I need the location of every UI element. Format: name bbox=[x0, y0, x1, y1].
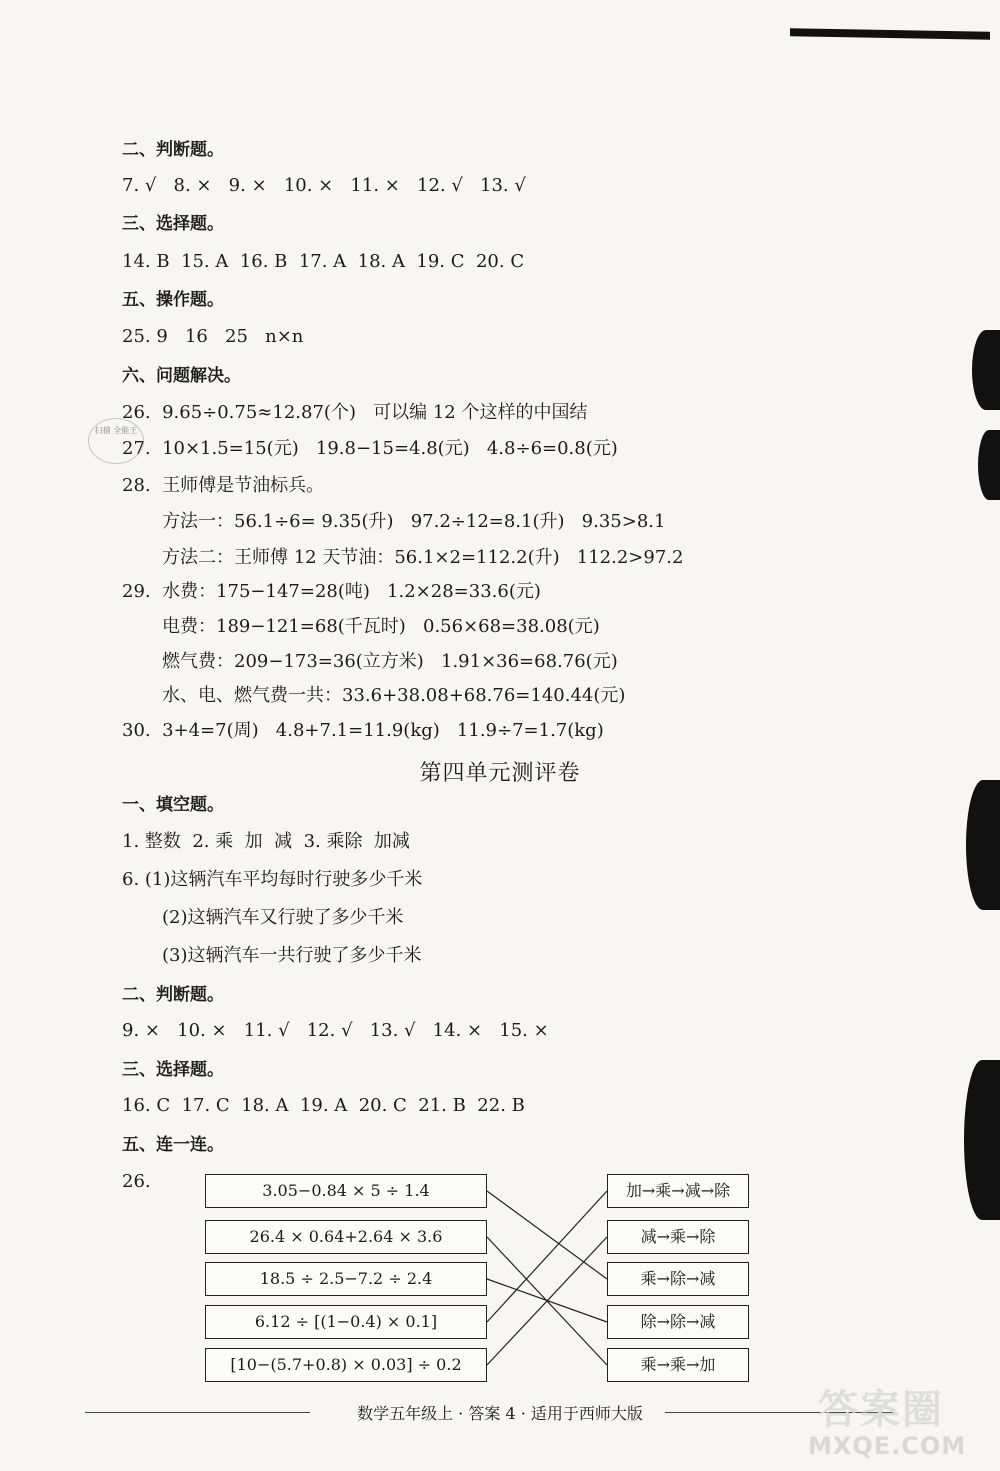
watermark-url: MXQE.COM bbox=[808, 1432, 967, 1460]
section-heading: 二、判断题。 bbox=[122, 985, 224, 1005]
section-heading: 三、选择题。 bbox=[122, 214, 224, 234]
answer-line: 14. B 15. A 16. B 17. A 18. A 19. C 20. C bbox=[122, 251, 525, 272]
footer-text: 数学五年级上 · 答案 4 · 适用于西师大版 bbox=[357, 1404, 643, 1423]
answer-line: (3)这辆汽车一共行驶了多少千米 bbox=[162, 945, 422, 966]
answer-line: 30. 3+4=7(周) 4.8+7.1=11.9(kg) 11.9÷7=1.7(kg) bbox=[122, 720, 604, 741]
answer-line: 27. 10×1.5=15(元) 19.8−15=4.8(元) 4.8÷6=0.8(元) bbox=[122, 438, 618, 459]
order-box: 乘→乘→加 bbox=[607, 1348, 749, 1382]
section-heading: 六、问题解决。 bbox=[122, 366, 241, 386]
answer-line: 水、电、燃气费一共：33.6+38.08+68.76=140.44(元) bbox=[162, 685, 626, 706]
section-heading: 一、填空题。 bbox=[122, 795, 224, 815]
order-box: 除→除→减 bbox=[607, 1305, 749, 1339]
matching-number: 26. bbox=[122, 1171, 151, 1192]
answer-line: 28. 王师傅是节油标兵。 bbox=[122, 475, 325, 496]
order-box: 减→乘→除 bbox=[607, 1220, 749, 1254]
expression-box: 26.4 × 0.64+2.64 × 3.6 bbox=[205, 1220, 487, 1254]
expression-box: 6.12 ÷ [(1−0.4) × 0.1] bbox=[205, 1305, 487, 1339]
expression-box: 3.05−0.84 × 5 ÷ 1.4 bbox=[205, 1174, 487, 1208]
answer-line: 电费：189−121=68(千瓦时) 0.56×68=38.08(元) bbox=[162, 616, 600, 637]
watermark-logo: 答案圈 bbox=[818, 1387, 944, 1433]
answer-line: 方法一：56.1÷6= 9.35(升) 97.2÷12=8.1(升) 9.35>8.1 bbox=[162, 511, 666, 532]
answer-line: 25. 9 16 25 n×n bbox=[122, 326, 304, 347]
answer-line: 9. × 10. × 11. √ 12. √ 13. √ 14. × 15. × bbox=[122, 1020, 549, 1041]
answer-line: 26. 9.65÷0.75≈12.87(个) 可以编 12 个这样的中国结 bbox=[122, 402, 588, 423]
answer-line: 方法二：王师傅 12 天节油：56.1×2=112.2(升) 112.2>97.2 bbox=[162, 547, 684, 568]
section-heading: 五、操作题。 bbox=[122, 290, 224, 310]
answer-line: 29. 水费：175−147=28(吨) 1.2×28=33.6(元) bbox=[122, 581, 541, 602]
order-box: 乘→除→减 bbox=[607, 1262, 749, 1296]
match-line bbox=[487, 1191, 607, 1279]
answer-line: 6. (1)这辆汽车平均每时行驶多少千米 bbox=[122, 869, 423, 890]
section-heading: 五、连一连。 bbox=[122, 1135, 224, 1155]
expression-box: [10−(5.7+0.8) × 0.03] ÷ 0.2 bbox=[205, 1348, 487, 1382]
section-title: 第四单元测评卷 bbox=[419, 761, 581, 786]
section-heading: 三、选择题。 bbox=[122, 1060, 224, 1080]
answer-line: 16. C 17. C 18. A 19. A 20. C 21. B 22. B bbox=[122, 1095, 525, 1116]
answer-line: 7. √ 8. × 9. × 10. × 11. × 12. √ 13. √ bbox=[122, 175, 526, 196]
expression-box: 18.5 ÷ 2.5−7.2 ÷ 2.4 bbox=[205, 1262, 487, 1296]
section-heading: 二、判断题。 bbox=[122, 140, 224, 160]
order-box: 加→乘→减→除 bbox=[607, 1174, 749, 1208]
answer-line: (2)这辆汽车又行驶了多少千米 bbox=[162, 907, 404, 928]
stamp: 扫描 全能王 bbox=[88, 418, 144, 464]
answer-line: 1. 整数 2. 乘 加 减 3. 乘除 加减 bbox=[122, 831, 410, 852]
answer-line: 燃气费：209−173=36(立方米) 1.91×36=68.76(元) bbox=[162, 651, 618, 672]
